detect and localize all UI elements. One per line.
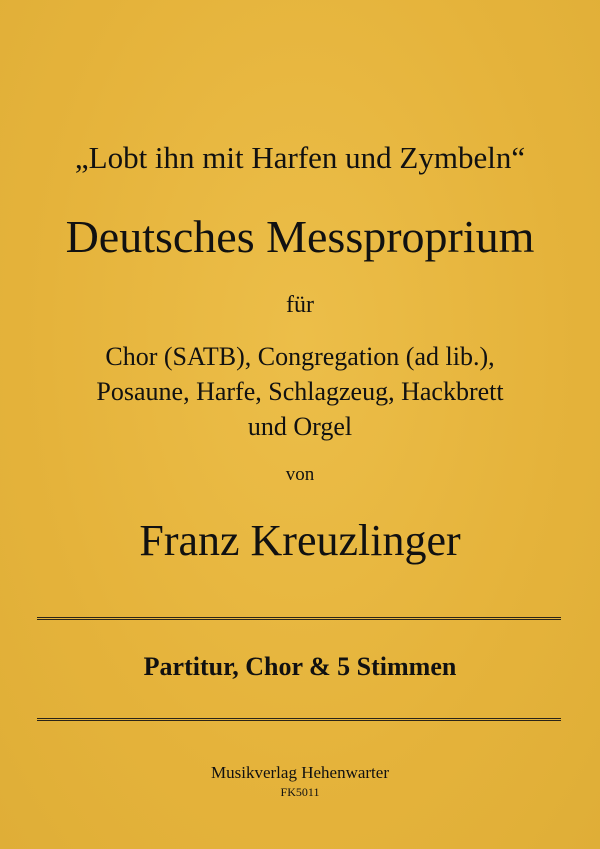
- divider-top: [37, 617, 561, 620]
- by-label: von: [285, 464, 315, 485]
- instrumentation-line-3: und Orgel: [247, 412, 353, 441]
- edition-label: Partitur, Chor & 5 Stimmen: [143, 652, 457, 681]
- composer-name: Franz Kreuzlinger: [139, 516, 461, 565]
- instrumentation-line-1: Chor (SATB), Congregation (ad lib.),: [105, 342, 495, 371]
- instrumentation-line-2: Posaune, Harfe, Schlagzeug, Hackbrett: [96, 377, 504, 406]
- work-subtitle: „Lobt ihn mit Harfen und Zymbeln“: [74, 140, 526, 175]
- work-title: Deutsches Messproprium: [65, 211, 535, 262]
- publisher-name: Musikverlag Hehenwarter: [211, 763, 389, 782]
- catalog-number: FK5011: [280, 785, 320, 799]
- for-label: für: [286, 292, 314, 318]
- divider-bottom: [37, 718, 561, 721]
